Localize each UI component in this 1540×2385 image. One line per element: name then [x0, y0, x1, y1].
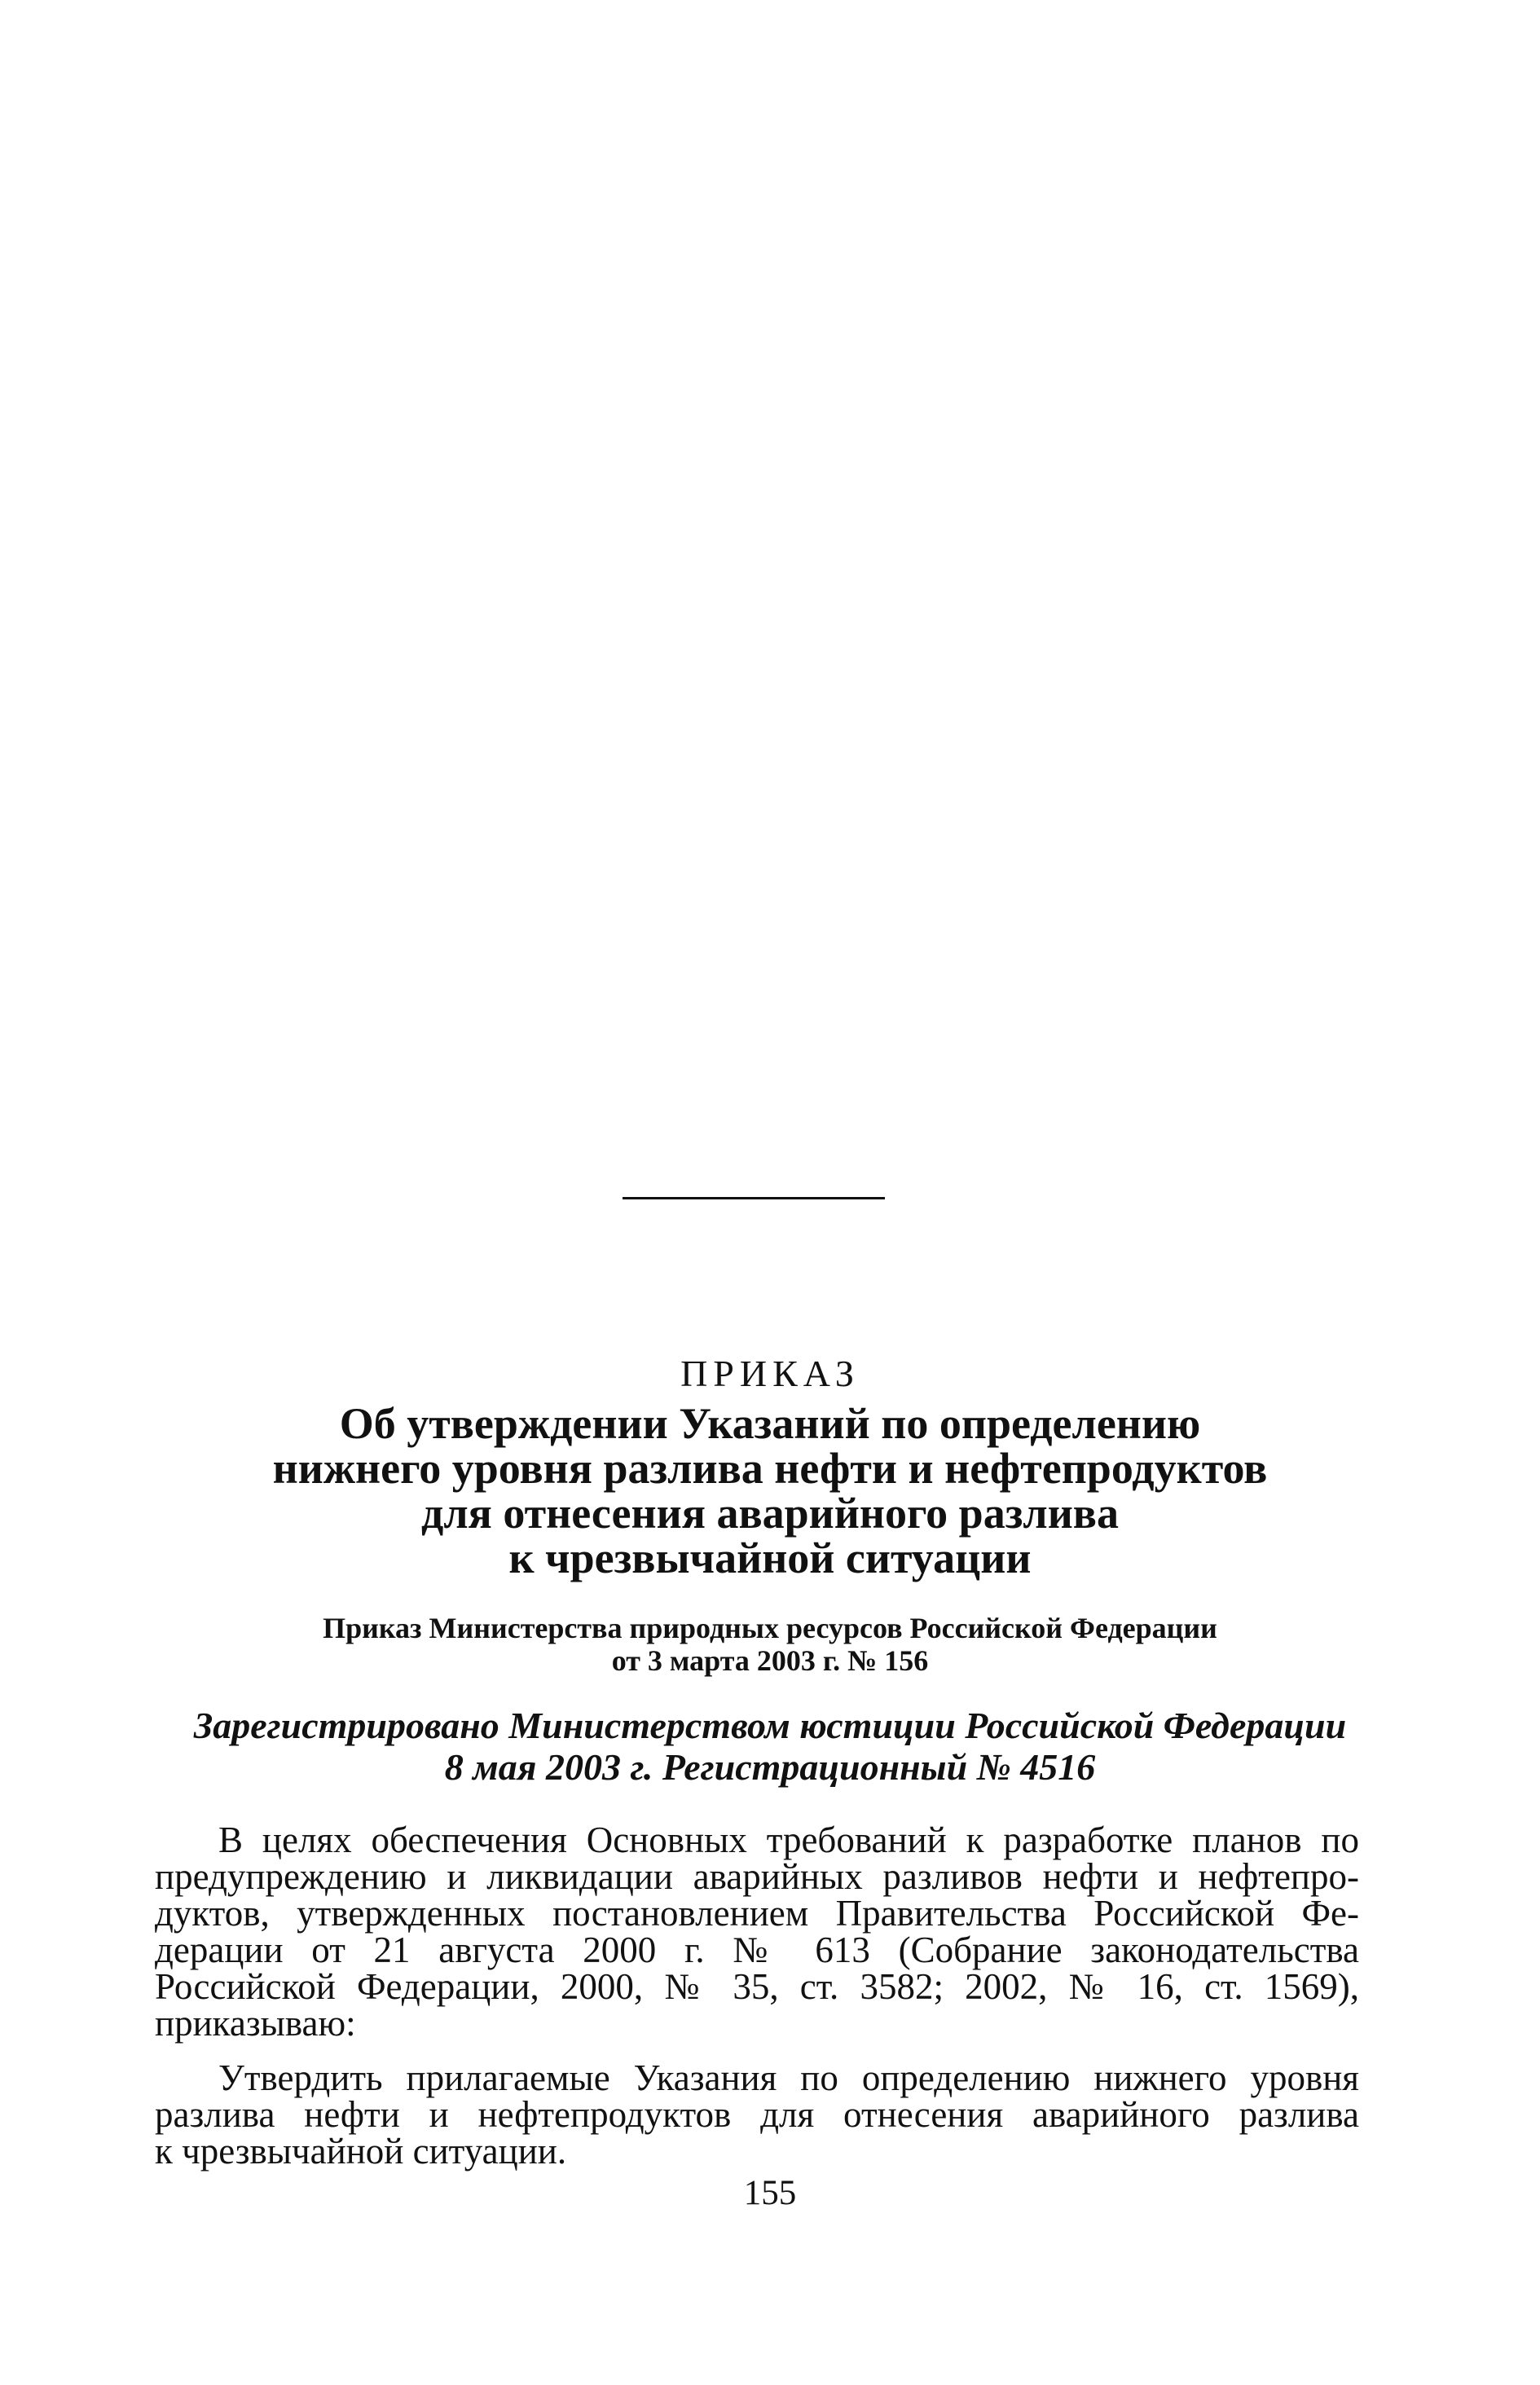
- registration-note: [0, 1705, 1540, 1788]
- title-line: к чрезвычайной ситуации: [508, 1534, 1032, 1582]
- paragraph-line: В целях обеспечения Основных требований к разработке планов по: [218, 1820, 1359, 1860]
- paragraph-line: разлива нефти и нефтепродуктов для отнесения аварийного разлива: [155, 2094, 1359, 2135]
- source-line: от 3 марта 2003 г. № 156: [611, 1644, 929, 1677]
- title-line: Об утверждении Указаний по определению: [339, 1399, 1201, 1448]
- paragraph-line: дерации от 21 августа 2000 г. № 613 (Собрание законодательства: [155, 1930, 1359, 1970]
- title-line: для отнесения аварийного разлива: [421, 1489, 1119, 1538]
- page-number: 155: [743, 2174, 797, 2212]
- paragraph-line: Российской Федерации, 2000, № 35, ст. 3582; 2002, № 16, ст. 1569),: [155, 1966, 1359, 2007]
- body-paragraph-preamble: [155, 1822, 1359, 2042]
- document-type-heading: ПРИКАЗ: [680, 1353, 860, 1394]
- document-title: [0, 1399, 1540, 1582]
- paragraph-line: к чрезвычайной ситуации.: [155, 2131, 567, 2172]
- paragraph-line: предупреждению и ликвидации аварийных разливов нефти и нефтепро-: [155, 1856, 1359, 1897]
- registration-line: 8 мая 2003 г. Регистрационный № 4516: [444, 1746, 1096, 1788]
- body-paragraph-order: [155, 2057, 1359, 2172]
- paragraph-line: приказываю:: [155, 2003, 356, 2044]
- registration-line: Зарегистрировано Министерством юстиции Российской Федерации: [193, 1705, 1347, 1746]
- order-source: [0, 1612, 1540, 1677]
- paragraph-line: дуктов, утвержденных постановлением Правительства Российской Фе-: [155, 1893, 1359, 1934]
- source-line: Приказ Министерства природных ресурсов Российской Федерации: [323, 1612, 1217, 1644]
- section-divider-rule: [623, 1197, 885, 1199]
- paragraph-line: Утвердить прилагаемые Указания по определению нижнего уровня: [218, 2057, 1359, 2098]
- title-line: нижнего уровня разлива нефти и нефтепродуктов: [272, 1444, 1268, 1493]
